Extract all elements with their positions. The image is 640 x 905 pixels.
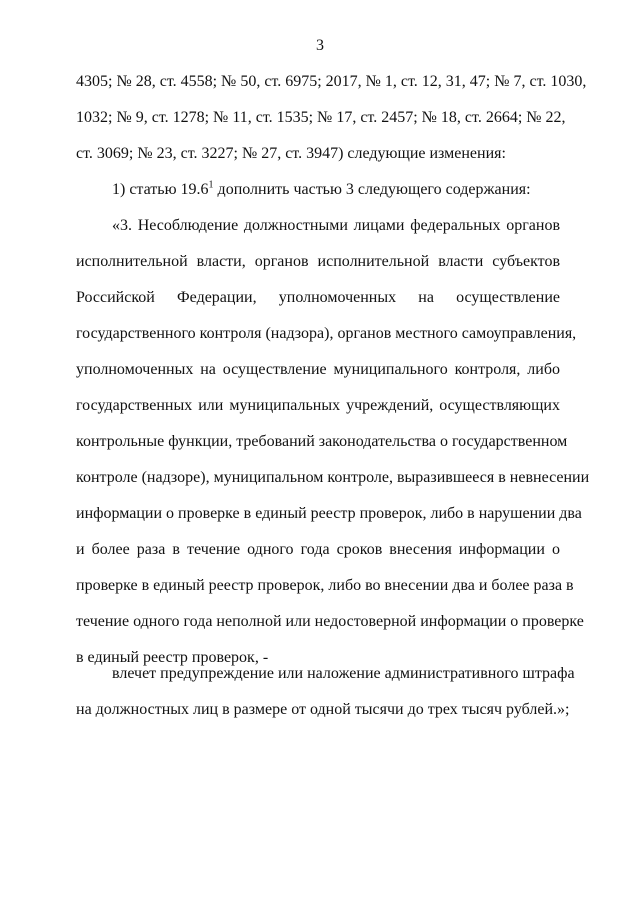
item-1-superscript: 1 [208,179,214,191]
part-3-line-2: исполнительной власти, органов исполнительной власти субъектов [76,253,560,270]
item-1-paragraph [76,172,560,208]
part-3-line-9: информации о проверке в единый реестр проверок, либо в нарушении два [76,505,582,522]
page-number: 3 [316,37,324,54]
intro-line-3: ст. 3069; № 23, ст. 3227; № 27, ст. 3947) следующие изменения: [76,145,506,162]
part-3-line-6: государственных или муниципальных учреждений, осуществляющих [76,397,560,414]
sanction-paragraph [76,656,575,728]
item-1-text-after: дополнить частью 3 следующего содержания: [213,181,531,198]
part-3-line-11: проверке в единый реестр проверок, либо во внесении два и более раза в [76,577,574,594]
part-3-line-13: в единый реестр проверок, - [76,649,269,666]
sanction-line-2: на должностных лиц в размере от одной тысячи до трех тысяч рублей.»; [76,701,570,718]
intro-line-2: 1032; № 9, ст. 1278; № 11, ст. 1535; № 17, ст. 2457; № 18, ст. 2664; № 22, [76,109,566,126]
part-3-line-10: и более раза в течение одного года сроков внесения информации о [76,541,560,558]
part-3-line-5: уполномоченных на осуществление муниципального контроля, либо [76,361,560,378]
intro-line-1: 4305; № 28, ст. 4558; № 50, ст. 6975; 2017, № 1, ст. 12, 31, 47; № 7, ст. 1030, [76,73,587,90]
intro-paragraph [76,64,587,172]
part-3-line-7: контрольные функции, требований законодательства о государственном [76,433,568,450]
part-3-line-1: «3. Несоблюдение должностными лицами федеральных органов [112,217,560,234]
item-1-text-before: 1) статью 19.6 [112,181,209,198]
part-3-line-8: контроле (надзоре), муниципальном контроле, выразившееся в невнесении [76,469,590,486]
part-3-line-12: течение одного года неполной или недостоверной информации о проверке [76,613,584,630]
part-3-paragraph [76,208,590,676]
part-3-line-4: государственного контроля (надзора), органов местного самоуправления, [76,325,577,342]
sanction-line-1: влечет предупреждение или наложение административного штрафа [112,665,575,682]
part-3-line-3: Российской Федерации, уполномоченных на осуществление [76,289,560,306]
item-1-line [76,172,560,208]
